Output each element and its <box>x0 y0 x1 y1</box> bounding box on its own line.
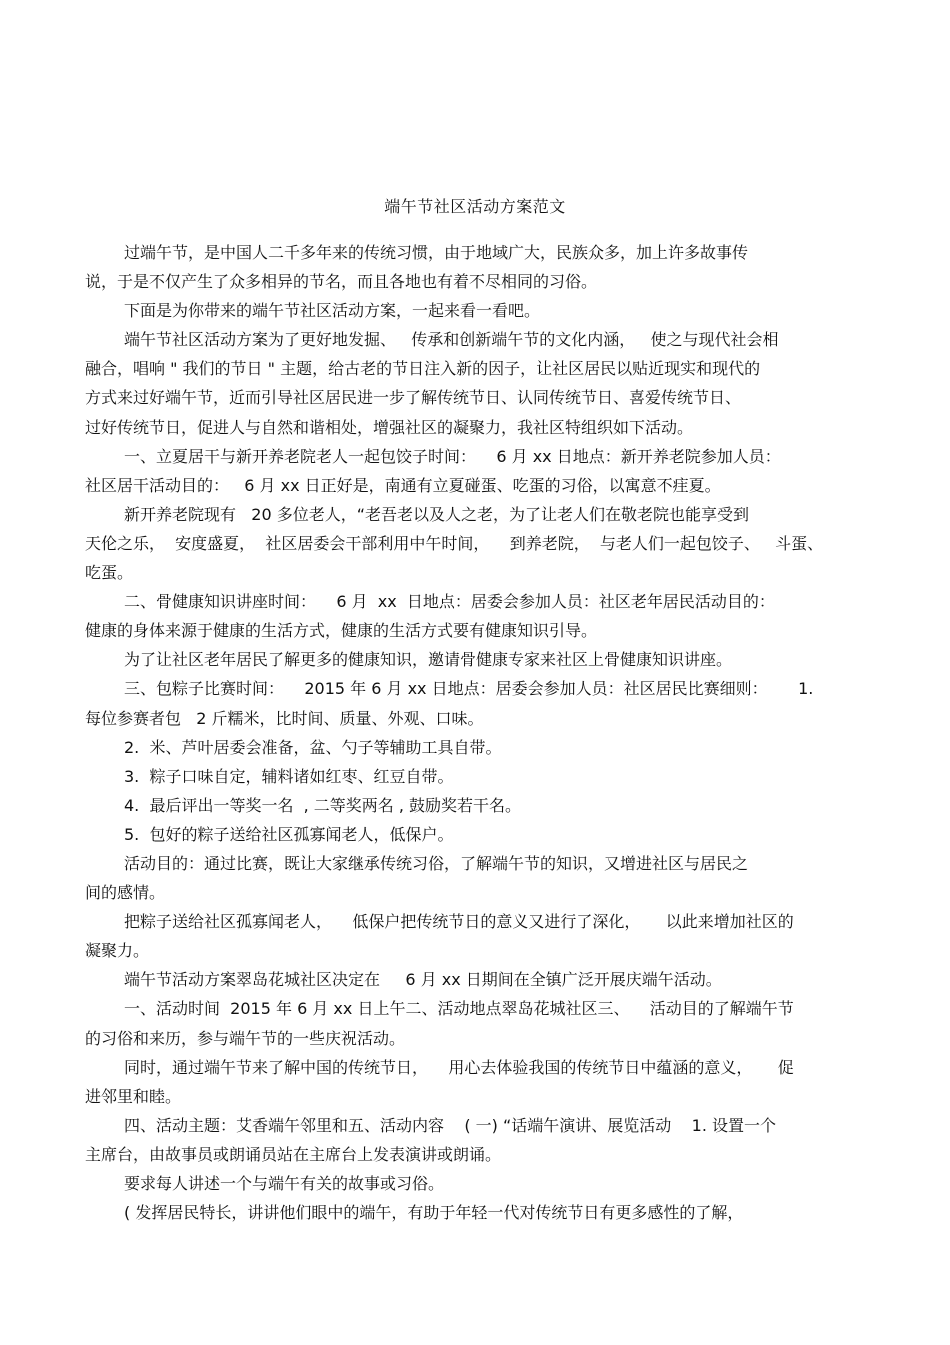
text-line: 下面是为你带来的端午节社区活动方案，一起来看一看吧。 <box>124 301 541 321</box>
text-line: 的习俗和来历，参与端午节的一些庆祝活动。 <box>85 1028 406 1048</box>
text-line: 4. 最后评出一等奖一名 , 二等奖两名 , 鼓励奖若干名。 <box>124 795 522 815</box>
text-line: 三、包粽子比赛时间： 2015 年 6 月 xx 日地点：居委会参加人员：社区居民比赛细则： 1. <box>124 679 814 699</box>
text-line: ( 发挥居民特长，讲讲他们眼中的端午，有助于年轻一代对传统节日有更多感性的了解， <box>124 1203 744 1223</box>
text-line: 二、骨健康知识讲座时间： 6 月 xx 日地点：居委会参加人员：社区老年居民活动目的： <box>124 592 775 612</box>
text-line: 要求每人讲述一个与端午有关的故事或习俗。 <box>124 1174 445 1193</box>
text-line: 端午节活动方案翠岛花城社区决定在 6 月 xx 日期间在全镇广泛开展庆端午活动。 <box>124 970 722 990</box>
text-line: 说，于是不仅产生了众多相异的节名，而且各地也有着不尽相同的习俗。 <box>85 272 598 292</box>
text-line: 过端午节，是中国人二千多年来的传统习惯，由于地域广大，民族众多，加上许多故事传 <box>124 243 749 262</box>
text-line: 过好传统节日，促进人与自然和谐相处，增强社区的凝聚力，我社区特组织如下活动。 <box>85 417 694 437</box>
text-line: 5. 包好的粽子送给社区孤寡闻老人，低保户。 <box>124 824 454 844</box>
text-line: 吃蛋。 <box>85 563 134 583</box>
text-line: 融合，唱响 " 我们的节日 " 主题，给古老的节日注入新的因子，让社区居民以贴近现实和现代的 <box>85 359 761 379</box>
text-line: 天伦之乐， 安度盛夏， 社区居委会干部利用中午时间， 到养老院， 与老人们一起包饺子、 斗蛋、 <box>85 533 824 553</box>
text-line: 2. 米、芦叶居委会准备，盆、勺子等辅助工具自带。 <box>124 737 502 757</box>
text-line: 凝聚力。 <box>85 941 150 961</box>
text-line: 同时，通过端午节来了解中国的传统节日， 用心去体验我国的传统节日中蕴涵的意义， 促 <box>124 1057 794 1077</box>
document-title: 端午节社区活动方案范文 <box>384 197 566 216</box>
text-line: 健康的身体来源于健康的生活方式，健康的生活方式要有健康知识引导。 <box>85 621 598 641</box>
text-line: 方式来过好端午节，近而引导社区居民进一步了解传统节日、认同传统节日、喜爱传统节日、 <box>85 388 742 408</box>
text-line: 每位参赛者包 2 斤糯米，比时间、质量、外观、口味。 <box>85 708 484 728</box>
text-line: 四、活动主题：艾香端午邻里和五、活动内容 ( 一) “话端午演讲、展览活动 1. 设置一个 <box>124 1115 776 1135</box>
text-line: 进邻里和睦。 <box>85 1086 182 1106</box>
text-line: 为了让社区老年居民了解更多的健康知识，邀请骨健康专家来社区上骨健康知识讲座。 <box>124 650 733 670</box>
text-line: 3. 粽子口味自定，辅料诸如红枣、红豆自带。 <box>124 766 454 786</box>
text-line: 新开养老院现有 20 多位老人，“老吾老以及人之老，为了让老人们在敬老院也能享受到 <box>124 504 749 524</box>
text-line: 社区居干活动目的： 6 月 xx 日正好是，南通有立夏碰蛋、吃蛋的习俗，以寓意不疰夏。 <box>85 475 721 495</box>
text-line: 端午节社区活动方案为了更好地发掘、 传承和创新端午节的文化内涵， 使之与现代社会相 <box>124 330 779 350</box>
document-body <box>85 238 865 1227</box>
text-line: 间的感情。 <box>85 883 166 903</box>
text-line: 主席台，由故事员或朗诵员站在主席台上发表演讲或朗诵。 <box>85 1144 502 1164</box>
text-line: 一、立夏居干与新开养老院老人一起包饺子时间： 6 月 xx 日地点：新开养老院参加人员： <box>124 446 781 466</box>
text-line: 活动目的：通过比赛，既让大家继承传统习俗，了解端午节的知识，又增进社区与居民之 <box>124 853 749 873</box>
text-line: 一、活动时间 2015 年 6 月 xx 日上午二、活动地点翠岛花城社区三、 活动目的了解端午节 <box>124 999 794 1019</box>
text-line: 把粽子送给社区孤寡闻老人， 低保户把传统节日的意义又进行了深化， 以此来增加社区的 <box>124 912 794 932</box>
